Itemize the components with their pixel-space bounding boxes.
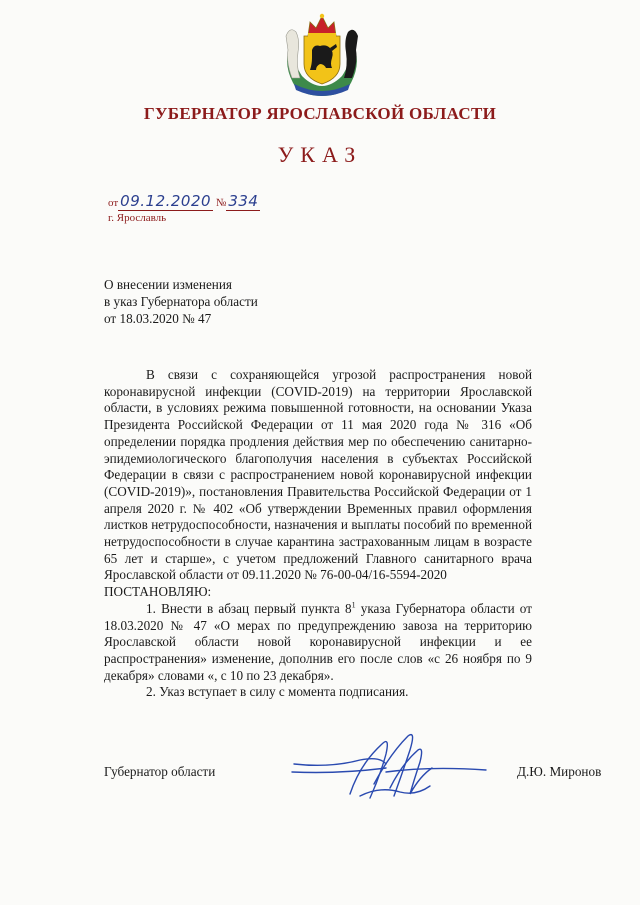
decree-item-1 — [104, 601, 532, 685]
document-type-title: УКАЗ — [277, 142, 363, 167]
number-value: 334 — [228, 192, 259, 210]
registration-line — [108, 192, 260, 210]
decree-item-2: 2. Указ вступает в силу с момента подписания. — [146, 684, 409, 700]
signer-name: Д.Ю. Миронов — [517, 764, 602, 779]
handwritten-signature — [290, 724, 490, 814]
date-prefix: от — [108, 197, 119, 209]
date-value: 09.12.2020 — [120, 192, 212, 210]
signer-title: Губернатор области — [104, 764, 216, 779]
subject-line: от 18.03.2020 № 47 — [104, 311, 212, 326]
subject-line: в указ Губернатора области — [104, 294, 258, 309]
subject-line: О внесении изменения — [104, 277, 232, 292]
number-prefix: № — [215, 197, 227, 209]
document-subject — [104, 276, 258, 327]
yaroslavl-coat-of-arms-icon — [276, 6, 368, 98]
issue-city: г. Ярославль — [108, 212, 167, 224]
issuing-authority: ГУБЕРНАТОР ЯРОСЛАВСКОЙ ОБЛАСТИ — [143, 104, 497, 123]
document-body — [104, 367, 532, 701]
item-1-superscript: 1 — [351, 600, 356, 610]
preamble-paragraph: В связи с сохраняющейся угрозой распространения новой коронавирусной инфекции (COVID-2019) на территории Ярославской области, в условиях режима повышенной готовности, на основании Указа Президента Российской Федерации от 11 мая 2020 года № 316 «Об определении порядка продления действия мер по обеспечению санитарно-эпидемиологического благополучия населения в субъектах Российской Федерации в связи с распространением новой коронавирусной инфекции (COVID-2019)», постановления Правительства Российской Федерации от 1 апреля 2020 г. № 402 «Об утверждении Временных правил оформления листков нетрудоспособности, назначения и выплаты пособий по временной нетрудоспособности в случае карантина застрахованным лицам в возрасте 65 лет и старше», с учетом предложений Главного санитарного врача Ярославской области от 09.11.2020 № 76-00-04/16-5594-2020 — [104, 367, 532, 583]
item-1-text-start: 1. Внести в абзац первый пункта 8 — [146, 600, 352, 616]
decree-word: ПОСТАНОВЛЯЮ: — [104, 584, 212, 600]
item-1-text-end: указа Губернатора области от 18.03.2020 № 47 «О мерах по предупреждению завоза на территорию Ярославской области новой коронавирусной инфекции и ее распространения» изменение, дополнив его после слов «с 26 ноября по 9 декабря» словами «, с 10 по 23 декабря». — [104, 600, 532, 683]
